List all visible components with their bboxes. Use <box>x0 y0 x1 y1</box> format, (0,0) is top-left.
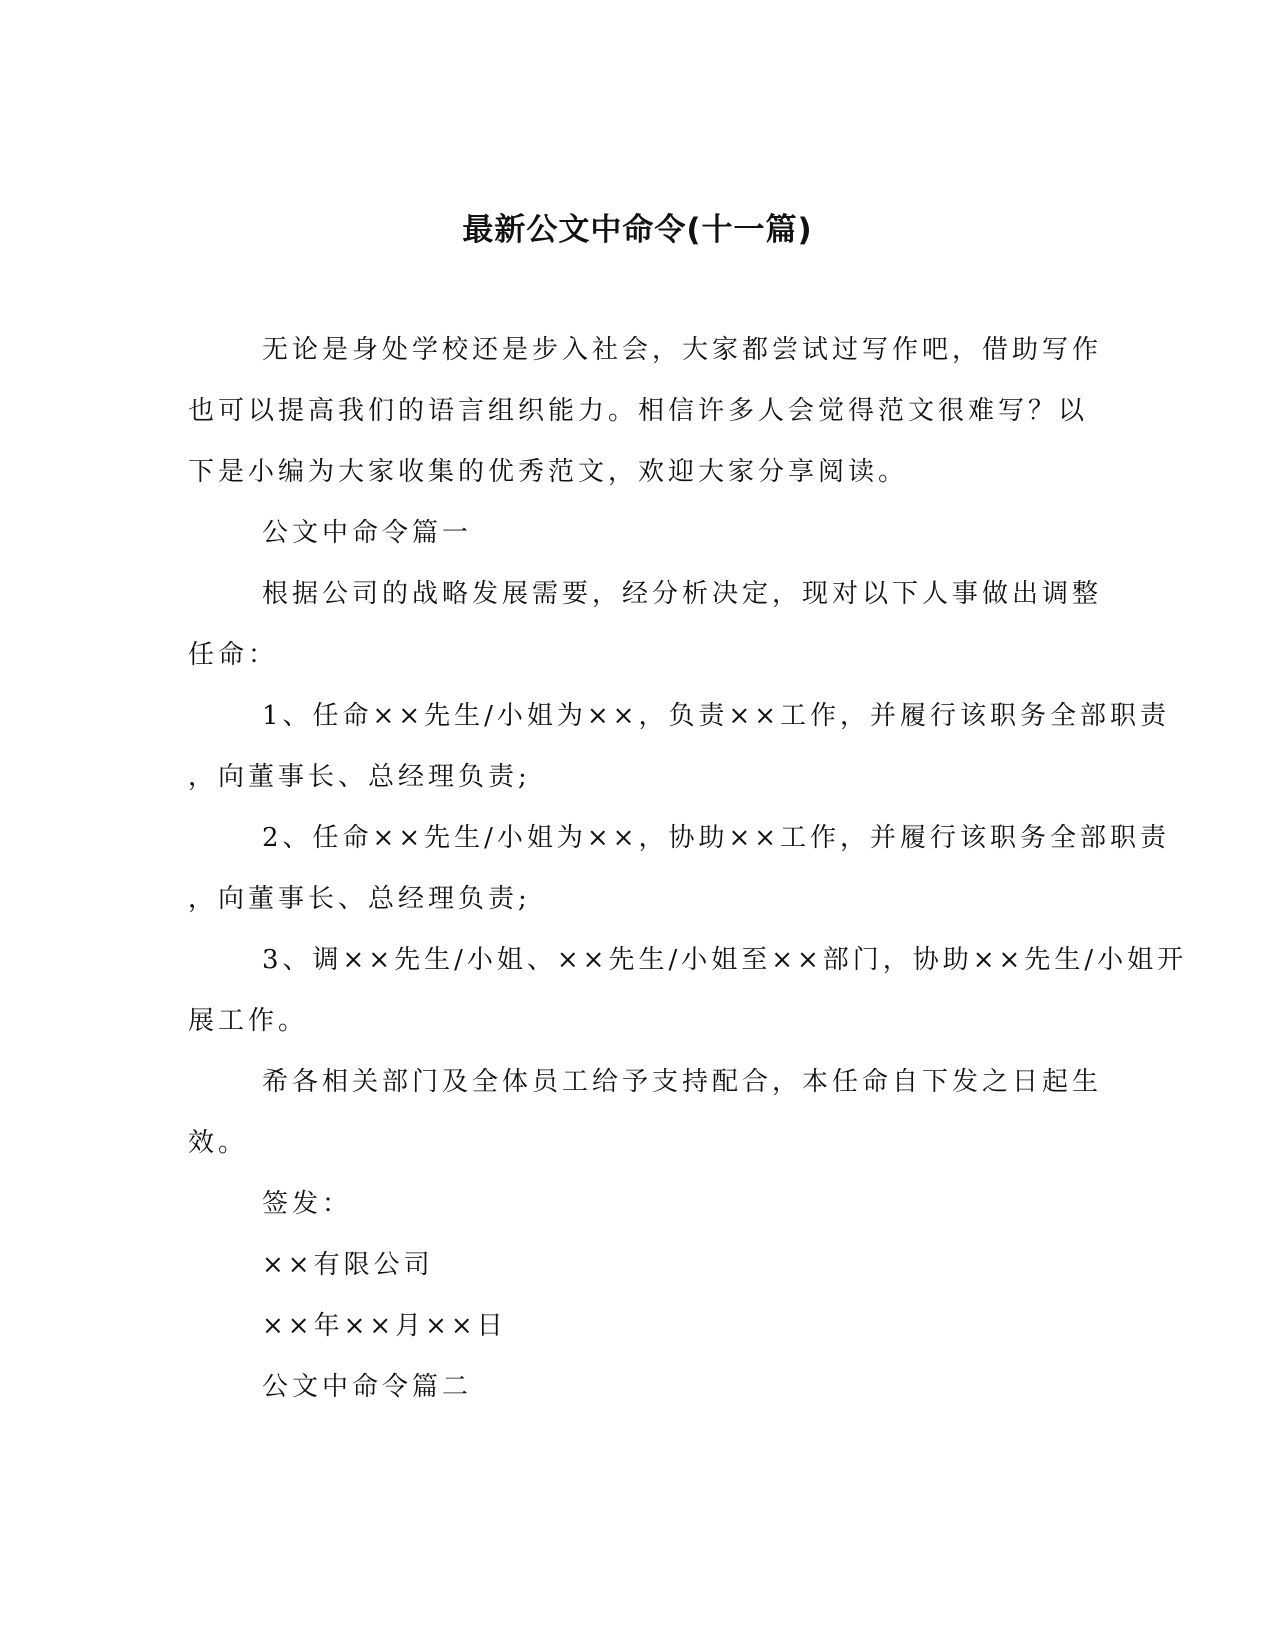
body-line: 3、调××先生/小姐、××先生/小姐至××部门，协助××先生/小姐开 <box>262 945 1188 975</box>
body-line: 展工作。 <box>188 1006 309 1036</box>
signature-label: 签发： <box>262 1189 353 1219</box>
body-line: 下是小编为大家收集的优秀范文，欢迎大家分享阅读。 <box>188 457 909 487</box>
body-line: 效。 <box>188 1128 249 1158</box>
body-line: 根据公司的战略发展需要，经分析决定，现对以下人事做出调整 <box>262 579 1103 609</box>
body-line: 任命： <box>188 640 279 670</box>
body-line: 无论是身处学校还是步入社会，大家都尝试过写作吧，借助写作 <box>262 335 1103 365</box>
body-line: 2、任命××先生/小姐为××，协助××工作，并履行该职务全部职责 <box>262 823 1171 853</box>
section-heading: 公文中命令篇二 <box>262 1372 473 1402</box>
issue-date: ××年××月××日 <box>262 1311 507 1341</box>
body-line: 1、任命××先生/小姐为××，负责××工作，并履行该职务全部职责 <box>262 701 1171 731</box>
body-line: 希各相关部门及全体员工给予支持配合，本任命自下发之日起生 <box>262 1067 1103 1097</box>
body-line: 也可以提高我们的语言组织能力。相信许多人会觉得范文很难写？以 <box>188 396 1089 426</box>
section-heading: 公文中命令篇一 <box>262 518 473 548</box>
body-line: ，向董事长、总经理负责; <box>188 884 531 914</box>
document-body <box>188 320 1188 1418</box>
company-name: ××有限公司 <box>262 1250 434 1280</box>
document-title: 最新公文中命令(十一篇) <box>462 212 813 248</box>
body-line: ，向董事长、总经理负责; <box>188 762 531 792</box>
